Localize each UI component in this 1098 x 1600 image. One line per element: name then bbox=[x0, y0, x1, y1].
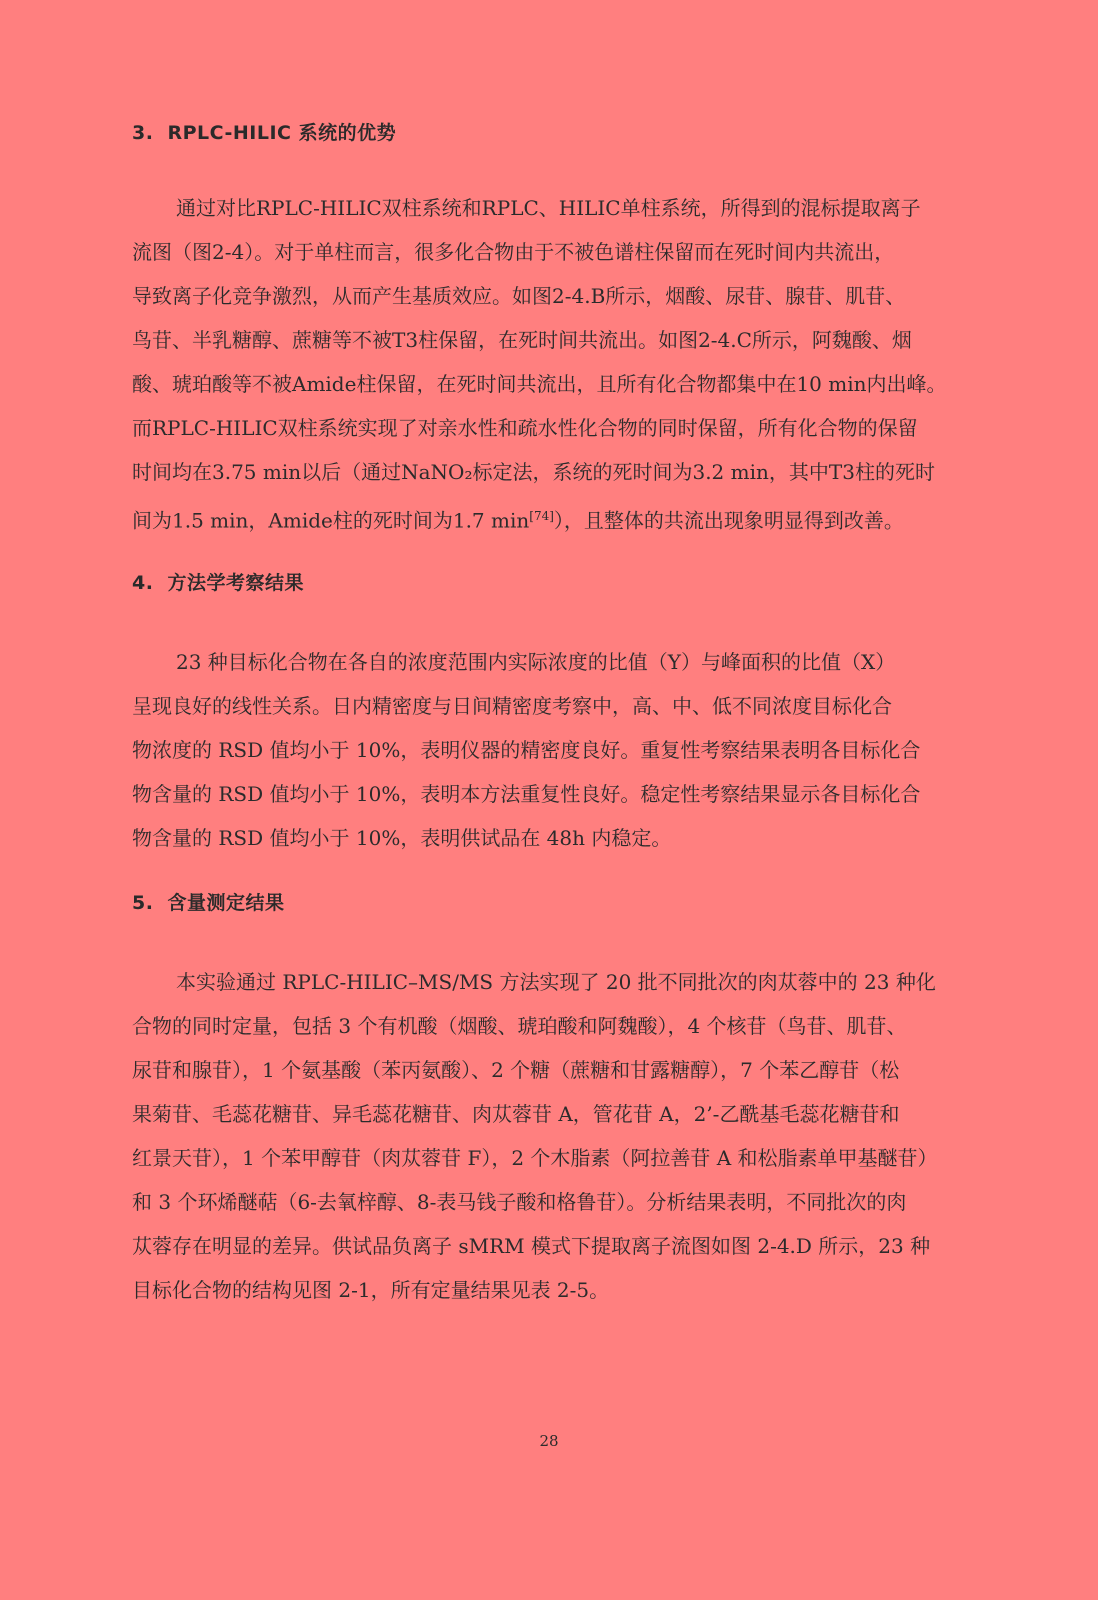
paragraph-line: 本实验通过 RPLC-HILIC–MS/MS 方法实现了 20 批不同批次的肉苁蓉中的 23 种化 bbox=[176, 970, 936, 994]
section-5-number: 5. bbox=[132, 892, 154, 914]
citation-reference: [74] bbox=[529, 509, 554, 523]
paragraph-line: 果菊苷、毛蕊花糖苷、异毛蕊花糖苷、肉苁蓉苷 A，管花苷 A，2’-乙酰基毛蕊花糖苷和 bbox=[132, 1102, 900, 1126]
paragraph-line: 23 种目标化合物在各自的浓度范围内实际浓度的比值（Y）与峰面积的比值（X） bbox=[176, 650, 896, 674]
paragraph-line: 苁蓉存在明显的差异。供试品负离子 sMRM 模式下提取离子流图如图 2-4.D 所示，23 种 bbox=[132, 1234, 931, 1258]
paragraph-line: 和 3 个环烯醚萜（6-去氧梓醇、8-表马钱子酸和格鲁苷）。分析结果表明，不同批次的肉 bbox=[132, 1190, 907, 1214]
paragraph-line: 红景天苷），1 个苯甲醇苷（肉苁蓉苷 F），2 个木脂素（阿拉善苷 A 和松脂素单甲基醚苷） bbox=[132, 1146, 938, 1170]
paragraph-line: 目标化合物的结构见图 2-1，所有定量结果见表 2-5。 bbox=[132, 1278, 610, 1302]
section-4-heading bbox=[132, 568, 304, 595]
paragraph-line: 物浓度的 RSD 值均小于 10%，表明仪器的精密度良好。重复性考察结果表明各目标化合 bbox=[132, 738, 921, 762]
paragraph-line: 而RPLC-HILIC双柱系统实现了对亲水性和疏水性化合物的同时保留，所有化合物的保留 bbox=[132, 416, 918, 440]
section-3-title: RPLC-HILIC 系统的优势 bbox=[167, 122, 397, 144]
section-3-number: 3. bbox=[132, 122, 154, 144]
paragraph-line: 导致离子化竞争激烈，从而产生基质效应。如图2-4.B所示，烟酸、尿苷、腺苷、肌苷、 bbox=[132, 284, 906, 308]
paragraph-line: 合物的同时定量，包括 3 个有机酸（烟酸、琥珀酸和阿魏酸），4 个核苷（鸟苷、肌苷、 bbox=[132, 1014, 907, 1038]
paragraph-line: 流图（图2-4）。对于单柱而言，很多化合物由于不被色谱柱保留而在死时间内共流出， bbox=[132, 240, 895, 264]
section-4-number: 4. bbox=[132, 572, 154, 594]
section-5-heading bbox=[132, 888, 284, 915]
paragraph-line: 时间均在3.75 min以后（通过NaNO₂标定法，系统的死时间为3.2 min，其中T3柱的死时 bbox=[132, 460, 935, 484]
page-number: 28 bbox=[539, 1432, 559, 1450]
paragraph-line: 酸、琥珀酸等不被Amide柱保留，在死时间共流出，且所有化合物都集中在10 min内出峰。 bbox=[132, 372, 947, 396]
paragraph-line: 物含量的 RSD 值均小于 10%，表明供试品在 48h 内稳定。 bbox=[132, 826, 672, 850]
paragraph-line: 物含量的 RSD 值均小于 10%，表明本方法重复性良好。稳定性考察结果显示各目标化合 bbox=[132, 782, 921, 806]
section-3-heading bbox=[132, 118, 396, 145]
paragraph-line: 鸟苷、半乳糖醇、蔗糖等不被T3柱保留，在死时间共流出。如图2-4.C所示，阿魏酸、烟 bbox=[132, 328, 912, 352]
paragraph-line: 呈现良好的线性关系。日内精密度与日间精密度考察中，高、中、低不同浓度目标化合 bbox=[132, 694, 892, 718]
paragraph-line: 尿苷和腺苷），1 个氨基酸（苯丙氨酸）、2 个糖（蔗糖和甘露糖醇），7 个苯乙醇苷（松 bbox=[132, 1058, 900, 1082]
section-4-title: 方法学考察结果 bbox=[167, 572, 304, 594]
paragraph-line: 通过对比RPLC-HILIC双柱系统和RPLC、HILIC单柱系统，所得到的混标提取离子 bbox=[176, 196, 921, 220]
section-5-title: 含量测定结果 bbox=[167, 892, 285, 914]
paragraph-line: 间为1.5 min，Amide柱的死时间为1.7 min[74]），且整体的共流出现象明显得到改善。 bbox=[132, 508, 904, 533]
